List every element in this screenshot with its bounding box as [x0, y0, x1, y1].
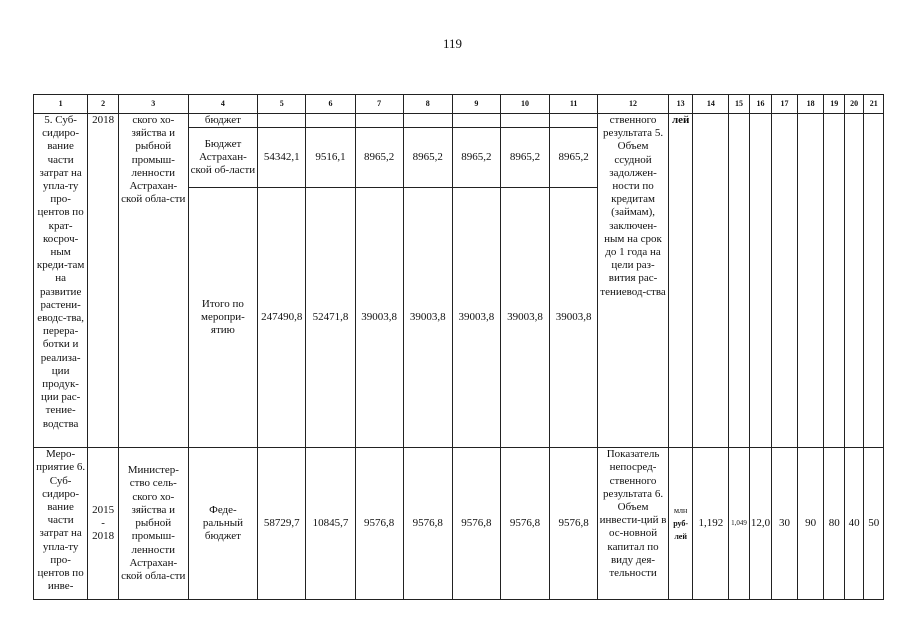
target-cell [693, 114, 729, 448]
value-cell [355, 114, 403, 128]
value-cell: 10845,7 [306, 448, 355, 600]
executor-cell: Министер-ство сель-ского хо-зяйства и рыбной промыш-ленности Астрахан-ской обла-сти [118, 448, 188, 600]
column-header: 14 [693, 95, 729, 114]
budget-table-sheet [33, 94, 884, 600]
value-cell: 9576,8 [403, 448, 452, 600]
column-header: 13 [668, 95, 693, 114]
value-cell: 9576,8 [550, 448, 598, 600]
column-header: 11 [550, 95, 598, 114]
funding-source-cell: Итого по меропри-ятию [188, 188, 258, 448]
column-header: 2 [88, 95, 119, 114]
target-cell [749, 114, 772, 448]
value-cell: 247490,8 [258, 188, 306, 448]
value-cell: 9576,8 [452, 448, 500, 600]
target-cell: 1,049 [729, 448, 749, 600]
value-cell: 9576,8 [500, 448, 549, 600]
column-number-row [34, 95, 884, 114]
value-cell: 39003,8 [403, 188, 452, 448]
target-cell: 50 [864, 448, 884, 600]
target-cell: 30 [772, 448, 798, 600]
column-header: 10 [500, 95, 549, 114]
unit-cell: лей [668, 114, 693, 448]
column-header: 18 [797, 95, 824, 114]
value-cell: 9516,1 [306, 128, 355, 188]
column-header: 15 [729, 95, 749, 114]
table-row [34, 114, 884, 128]
target-cell [797, 114, 824, 448]
column-header: 20 [844, 95, 863, 114]
value-cell [500, 114, 549, 128]
years-cell: 2015 - 2018 [88, 448, 119, 600]
unit-top-label: млн [673, 505, 688, 515]
measure-name-cell: 5. Суб-сидиро-вание части затрат на упла-ту про-центов по крат-косроч-ным креди-там на развитие растени-еводс-тва, перера-ботки и реализа-ции продук-ции рас-тение-водства [34, 114, 88, 448]
target-cell [729, 114, 749, 448]
value-cell: 9576,8 [355, 448, 403, 600]
value-cell: 39003,8 [550, 188, 598, 448]
indicator-cell: Показатель непосред-ственного результата 6. Объем инвести-ций в ос-новной капитал по виду дея-тельности [598, 448, 669, 600]
unit-cell [668, 448, 693, 600]
column-header: 19 [824, 95, 844, 114]
value-cell: 8965,2 [452, 128, 500, 188]
table-row [34, 448, 884, 600]
target-cell: 40 [844, 448, 863, 600]
column-header: 5 [258, 95, 306, 114]
executor-cell: ского хо-зяйства и рыбной промыш-ленности Астрахан-ской обла-сти [118, 114, 188, 448]
value-cell: 39003,8 [355, 188, 403, 448]
column-header: 17 [772, 95, 798, 114]
target-cell: 1,192 [693, 448, 729, 600]
target-cell: 90 [797, 448, 824, 600]
value-cell: 39003,8 [500, 188, 549, 448]
budget-table [33, 94, 884, 600]
page-number: 119 [442, 36, 463, 51]
value-cell: 8965,2 [500, 128, 549, 188]
target-cell [824, 114, 844, 448]
value-cell [306, 114, 355, 128]
column-header: 21 [864, 95, 884, 114]
column-header: 8 [403, 95, 452, 114]
value-cell [258, 114, 306, 128]
target-cell: 80 [824, 448, 844, 600]
value-cell [550, 114, 598, 128]
value-cell: 54342,1 [258, 128, 306, 188]
funding-source-cell: бюджет [188, 114, 258, 128]
column-header: 6 [306, 95, 355, 114]
funding-source-cell: Бюджет Астрахан-ской об-ласти [188, 128, 258, 188]
value-cell: 52471,8 [306, 188, 355, 448]
indicator-cell: ственного результата 5. Объем ссудной задолжен-ности по кредитам (займам), заключен-ным на срок до 1 года на цели раз-вития рас-тениевод-ства [598, 114, 669, 448]
value-cell: 8965,2 [355, 128, 403, 188]
funding-source-cell: Феде-ральный бюджет [188, 448, 258, 600]
value-cell: 58729,7 [258, 448, 306, 600]
value-cell: 8965,2 [550, 128, 598, 188]
column-header: 12 [598, 95, 669, 114]
value-cell [403, 114, 452, 128]
unit-bottom-label: руб-лей [673, 519, 689, 542]
target-cell [844, 114, 863, 448]
years-cell: 2018 [88, 114, 119, 448]
column-header: 4 [188, 95, 258, 114]
column-header: 7 [355, 95, 403, 114]
column-header: 9 [452, 95, 500, 114]
target-cell: 12,0 [749, 448, 772, 600]
target-cell [772, 114, 798, 448]
column-header: 1 [34, 95, 88, 114]
value-cell: 39003,8 [452, 188, 500, 448]
column-header: 3 [118, 95, 188, 114]
value-cell [452, 114, 500, 128]
value-cell: 8965,2 [403, 128, 452, 188]
measure-name-cell: Меро-приятие 6. Суб-сидиро-вание части затрат на упла-ту про-центов по инве- [34, 448, 88, 600]
column-header: 16 [749, 95, 772, 114]
target-cell [864, 114, 884, 448]
